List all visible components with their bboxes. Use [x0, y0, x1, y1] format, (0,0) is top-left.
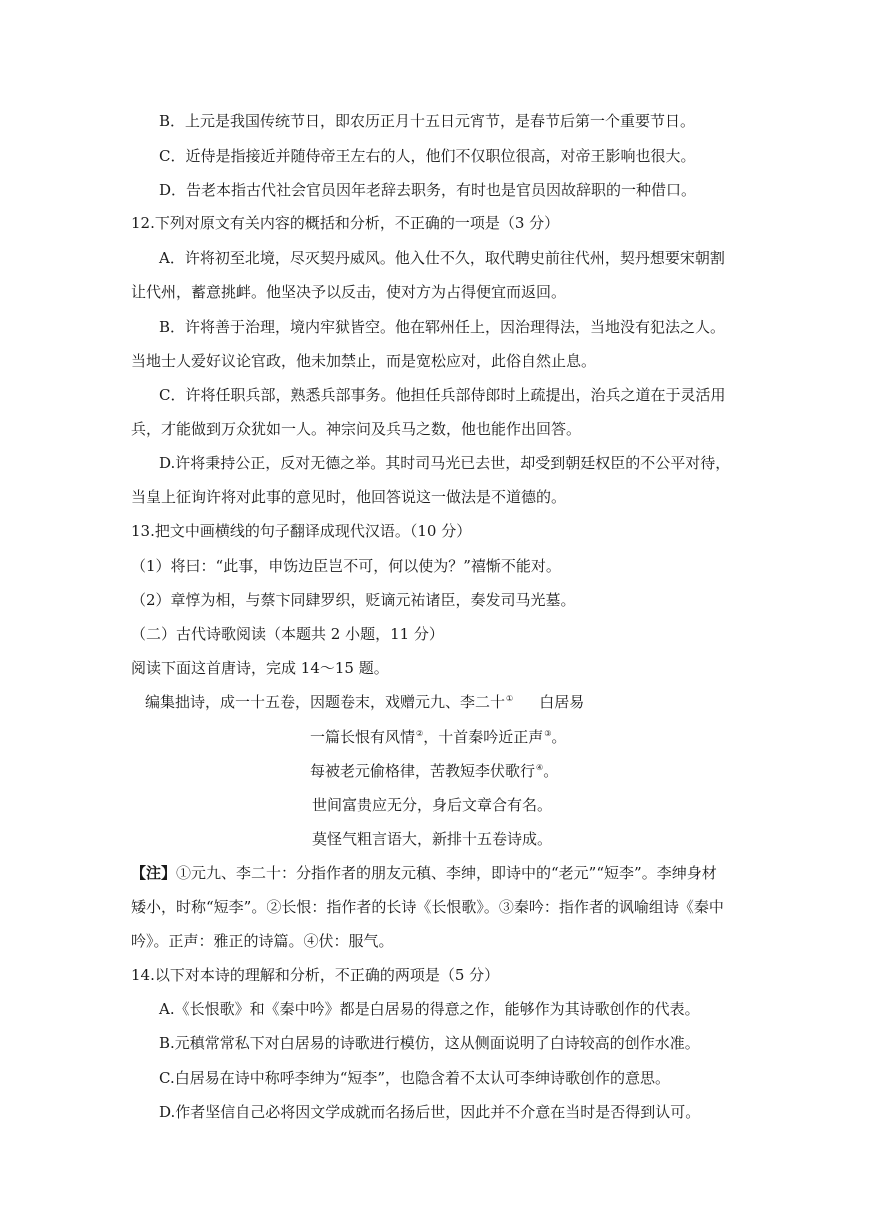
q11-option-c: C．近侍是指接近并随侍帝王左右的人，他们不仅职位很高，对帝王影响也很大。 [159, 147, 696, 165]
poem-title: 编集拙诗，成一十五卷，因题卷末，戏赠元九、李二十 [145, 693, 506, 711]
section-intro: 阅读下面这首唐诗，完成 14～15 题。 [131, 659, 389, 677]
poem-line-1-part-b: ，十首秦吟近正声 [423, 728, 544, 746]
q12-option-a-line1: A．许将初至北境，尽灭契丹威风。他入仕不久，取代聘史前往代州，契丹想要宋朝割 [159, 249, 725, 267]
poem-author: 白居易 [539, 693, 585, 711]
poem-line-3: 世间富贵应无分，身后文章合有名。 [312, 796, 553, 814]
note-line-2: 矮小，时称“短李”。②长恨：指作者的长诗《长恨歌》。③秦吟：指作者的讽喻组诗《秦中 [131, 898, 724, 916]
footnote-mark: ④ [536, 763, 544, 772]
q12-option-d-line1: D.许将秉持公正，反对无德之举。其时司马光已去世，却受到朝廷权臣的不公平对待， [159, 454, 731, 472]
poem-line-4: 莫怪气粗言语大，新排十五卷诗成。 [312, 830, 553, 848]
q12-option-d-line2: 当皇上征询许将对此事的意见时，他回答说这一做法是不道德的。 [131, 488, 567, 506]
q13-stem: 13.把文中画横线的句子翻译成现代汉语。（10 分） [131, 522, 472, 540]
q12-option-c-line1: C．许将任职兵部，熟悉兵部事务。他担任兵部侍郎时上疏提出，治兵之道在于灵活用 [159, 386, 726, 404]
note-label: 【注】 [131, 864, 177, 882]
poem-title-line [145, 692, 584, 712]
poem-line-1-part-a: 一篇长恨有风情 [310, 728, 416, 746]
q12-stem: 12.下列对原文有关内容的概括和分析，不正确的一项是（3 分） [131, 214, 560, 232]
note-text-1: ①元九、李二十：分指作者的朋友元稹、李绅，即诗中的“老元”“短李”。李绅身材 [176, 864, 717, 882]
footnote-mark: ① [506, 694, 514, 703]
poem-line-2 [310, 761, 558, 781]
note-line-1 [131, 863, 717, 883]
q12-option-c-line2: 兵，才能做到万众犹如一人。神宗问及兵马之数，他也能作出回答。 [131, 420, 582, 438]
q12-option-b-line2: 当地士人爱好议论官政，他未加禁止，而是宽松应对，此俗自然止息。 [131, 352, 597, 370]
q12-option-a-line2: 让代州，蓄意挑衅。他坚决予以反击，使对方为占得便宜而返回。 [131, 283, 567, 301]
q12-option-b-line1: B．许将善于治理，境内牢狱皆空。他在郓州任上，因治理得法，当地没有犯法之人。 [159, 318, 726, 336]
note-line-3: 吟》。正声：雅正的诗篇。④伏：服气。 [131, 932, 394, 950]
section-heading: （二）古代诗歌阅读（本题共 2 小题，11 分） [131, 625, 444, 643]
poem-line-2-part-b: 。 [543, 762, 559, 780]
q14-option-a: A.《长恨歌》和《秦中吟》都是白居易的得意之作，能够作为其诗歌创作的代表。 [159, 1000, 700, 1018]
q13-sentence-2: （2）章惇为相，与蔡卞同肆罗织，贬谪元祐诸臣，奏发司马光墓。 [131, 591, 576, 609]
q11-option-b: B．上元是我国传统节日，即农历正月十五日元宵节，是春节后第一个重要节日。 [159, 112, 696, 130]
q14-option-b: B.元稹常常私下对白居易的诗歌进行模仿，这从侧面说明了白诗较高的创作水准。 [159, 1034, 700, 1052]
poem-line-1-part-c: 。 [551, 728, 567, 746]
q13-sentence-1: （1）将曰：“此事，申饬边臣岂不可，何以使为？”禧惭不能对。 [131, 557, 561, 575]
footnote-mark: ③ [544, 729, 552, 738]
q14-stem: 14.以下对本诗的理解和分析，不正确的两项是（5 分） [131, 966, 500, 984]
poem-line-1 [310, 727, 566, 747]
q14-option-d: D.作者坚信自己必将因文学成就而名扬后世，因此并不介意在当时是否得到认可。 [159, 1103, 701, 1121]
q11-option-d: D．告老本指古代社会官员因年老辞去职务，有时也是官员因故辞职的一种借口。 [159, 181, 697, 199]
poem-line-2-part-a: 每被老元偷格律，苦教短李伏歌行 [310, 762, 536, 780]
q14-option-c: C.白居易在诗中称呼李绅为“短李”，也隐含着不太认可李绅诗歌创作的意思。 [159, 1069, 671, 1087]
footnote-mark: ② [416, 729, 424, 738]
